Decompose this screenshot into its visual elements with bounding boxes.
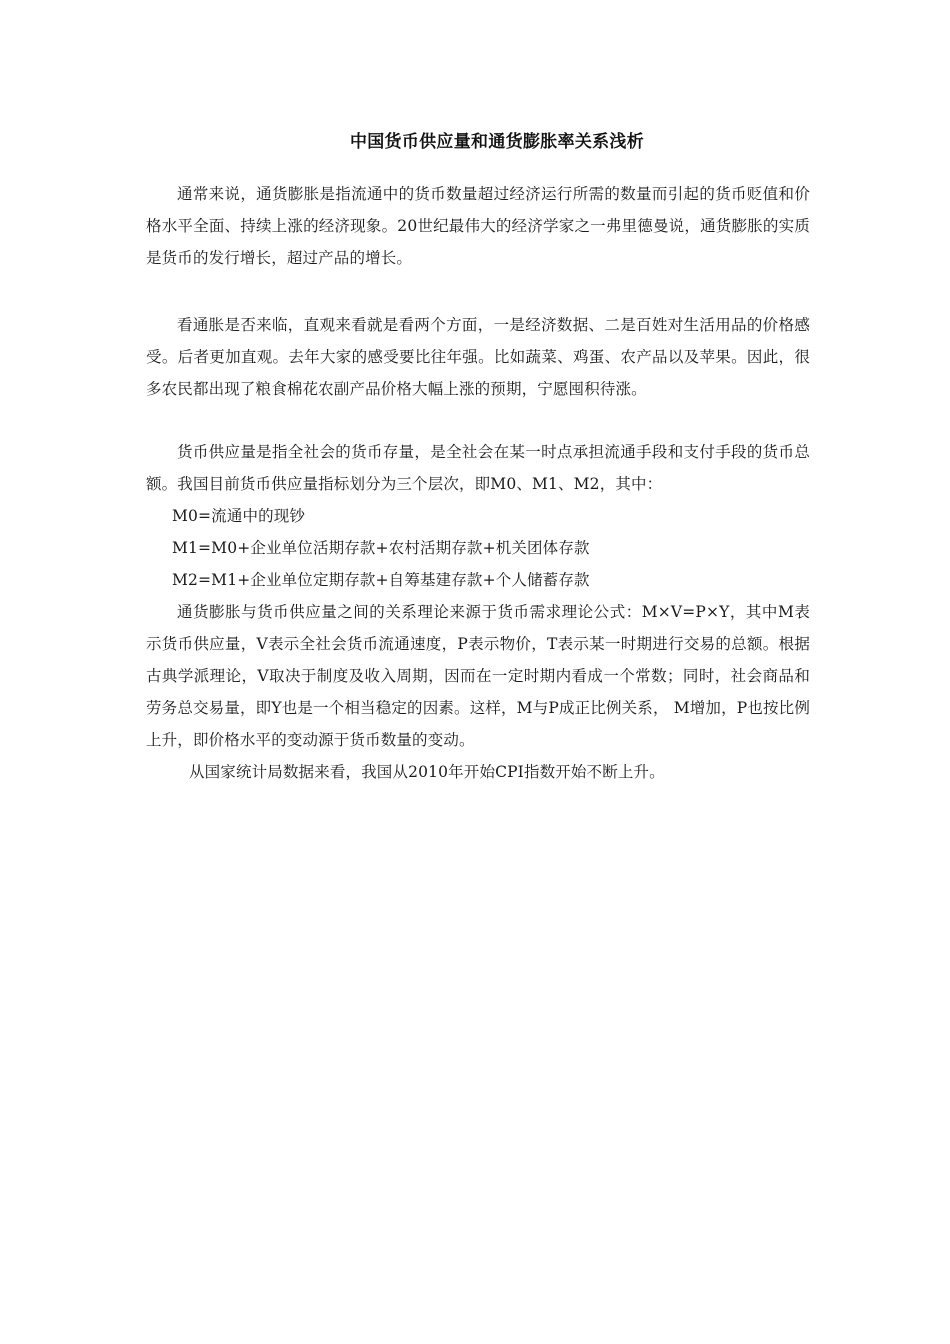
paragraph-block	[146, 309, 810, 405]
paragraph-inflation-definition: 通常来说，通货膨胀是指流通中的货币数量超过经济运行所需的数量而引起的货币贬值和价格水平全面、持续上涨的经济现象。20世纪最伟大的经济学家之一弗里德曼说，通货膨胀的实质是货币的发行增长，超过产品的增长。	[146, 185, 810, 267]
paragraph-inflation-perception: 看通胀是否来临，直观来看就是看两个方面，一是经济数据、二是百姓对生活用品的价格感受。后者更加直观。去年大家的感受要比往年强。比如蔬菜、鸡蛋、农产品以及苹果。因此，很多农民都出现了粮食棉花农副产品价格大幅上涨的预期，宁愿囤积待涨。	[146, 316, 810, 398]
definition-m2: M2=M1+企业单位定期存款+自筹基建存款+个人储蓄存款	[172, 571, 590, 589]
paragraph-block	[146, 178, 810, 274]
definition-m1: M1=M0+企业单位活期存款+农村活期存款+机关团体存款	[172, 539, 590, 557]
paragraph-cpi-trend: 从国家统计局数据来看，我国从2010年开始CPI指数开始不断上升。	[189, 763, 665, 781]
definition-m0: M0=流通中的现钞	[172, 507, 306, 525]
document-title: 中国货币供应量和通货膨胀率关系浅析	[349, 132, 645, 152]
paragraph-block	[146, 436, 810, 788]
paragraph-money-supply: 货币供应量是指全社会的货币存量，是全社会在某一时点承担流通手段和支付手段的货币总额。我国目前货币供应量指标划分为三个层次，即M0、M1、M2，其中：	[146, 443, 810, 493]
paragraph-quantity-theory: 通货膨胀与货币供应量之间的关系理论来源于货币需求理论公式：M×V=P×Y，其中M表示货币供应量，V表示全社会货币流通速度，P表示物价，T表示某一时期进行交易的总额。根据古典学派理论，V取决于制度及收入周期，因而在一定时期内看成一个常数；同时，社会商品和劳务总交易量，即Y也是一个相当稳定的因素。这样，M与P成正比例关系， M增加，P也按比例上升，即价格水平的变动源于货币数量的变动。	[146, 603, 810, 749]
